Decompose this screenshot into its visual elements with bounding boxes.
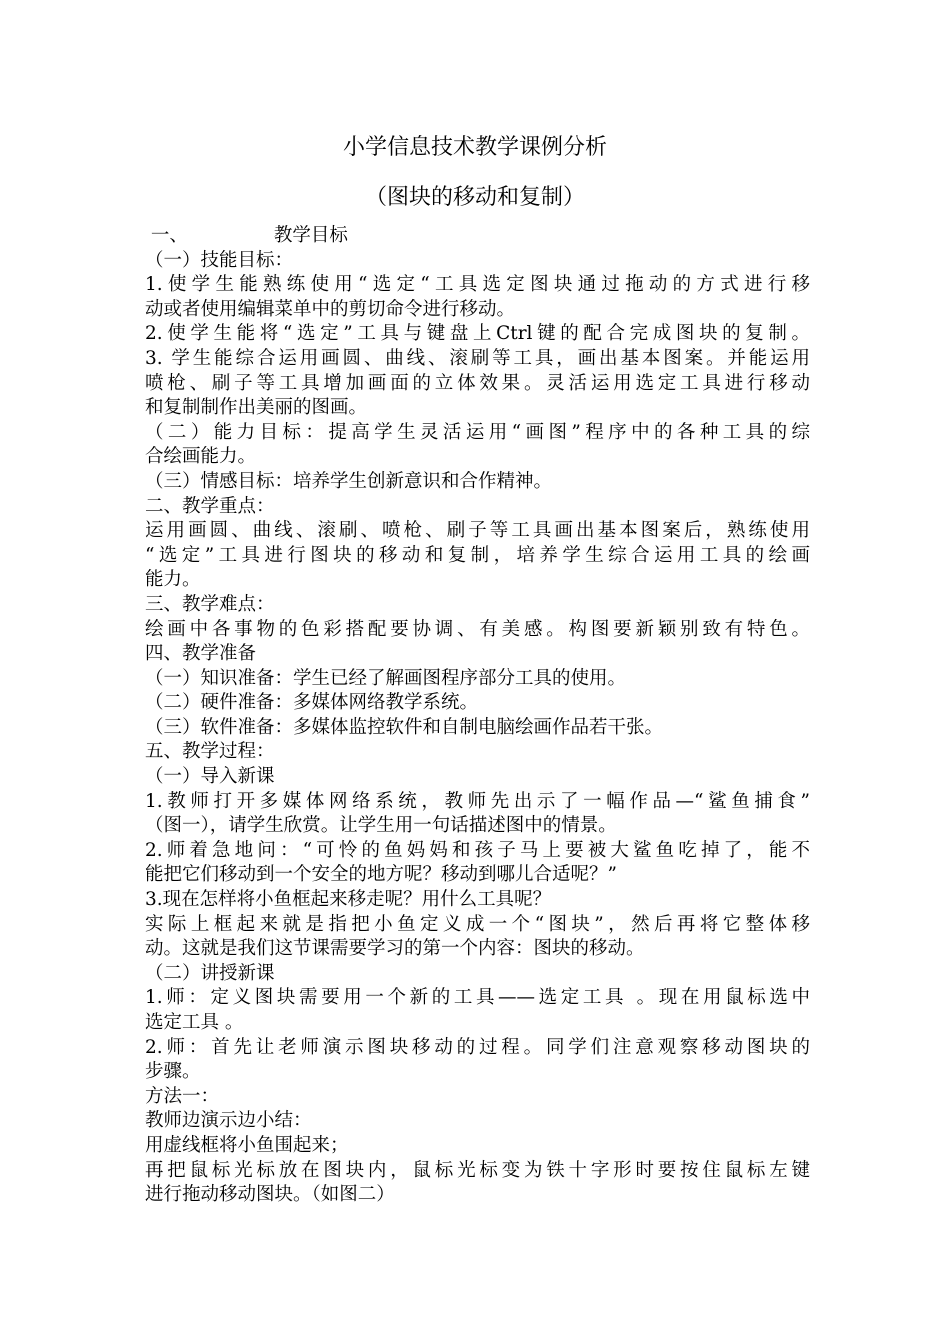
section-heading xyxy=(145,224,810,249)
paragraph-line: 2.师着急地问：“可怜的鱼妈妈和孩子马上要被大鲨鱼吃掉了，能不 xyxy=(145,839,810,861)
paragraph-line: 合绘画能力。 xyxy=(145,446,257,468)
section-title: 教学目标 xyxy=(273,225,348,246)
paragraph-line: 用虚线框将小鱼围起来； xyxy=(145,1134,349,1156)
document-body xyxy=(145,224,810,1208)
paragraph-line: （三）软件准备：多媒体监控软件和自制电脑绘画作品若干张。 xyxy=(145,716,664,738)
paragraph-line: 绘画中各事物的色彩搭配要协调、有美感。构图要新颖别致有特色。 xyxy=(145,618,810,640)
paragraph-line: （二）能力目标：提高学生灵活运用“画图”程序中的各种工具的综 xyxy=(145,421,810,443)
paragraph-line: 和复制制作出美丽的图画。 xyxy=(145,397,368,419)
paragraph-line: （一）知识准备：学生已经了解画图程序部分工具的使用。 xyxy=(145,667,627,689)
paragraph-line: 运用画圆、曲线、滚刷、喷枪、刷子等工具画出基本图案后，熟练使用 xyxy=(145,520,810,542)
paragraph-line: 进行拖动移动图块。（如图二） xyxy=(145,1184,395,1206)
paragraph-line: 2.使学生能将“选定”工具与键盘上Ctrl键的配合完成图块的复制。 xyxy=(145,323,810,345)
paragraph-line: （图一），请学生欣赏。让学生用一句话描述图中的情景。 xyxy=(145,815,617,837)
paragraph-line: 1.使学生能熟练使用“选定“工具选定图块通过拖动的方式进行移 xyxy=(145,274,810,296)
paragraph-line: 3.现在怎样将小鱼框起来移走呢？用什么工具呢？ xyxy=(145,889,552,911)
paragraph-line: 教师边演示边小结： xyxy=(145,1110,312,1132)
paragraph-line: 3. 学生能综合运用画圆、曲线、滚刷等工具，画出基本图案。并能运用 xyxy=(145,347,810,369)
paragraph-line: （二）硬件准备：多媒体网络教学系统。 xyxy=(145,692,479,714)
paragraph-line: 2.师：首先让老师演示图块移动的过程。同学们注意观察移动图块的 xyxy=(145,1036,810,1058)
document-subtitle: （图块的移动和复制） xyxy=(364,185,585,210)
paragraph-line: 实际上框起来就是指把小鱼定义成一个“图块”，然后再将它整体移 xyxy=(145,913,810,935)
paragraph-line: 再把鼠标光标放在图块内，鼠标光标变为铁十字形时要按住鼠标左键 xyxy=(145,1159,810,1181)
paragraph-line: 能把它们移动到一个安全的地方呢？移动到哪儿合适呢？” xyxy=(145,864,617,886)
paragraph-line: 能力。 xyxy=(145,569,201,591)
paragraph-line: （二）讲授新课 xyxy=(145,962,275,984)
document-title: 小学信息技术教学课例分析 xyxy=(342,135,607,160)
paragraph-line: 选定工具 。 xyxy=(145,1012,244,1033)
section-number: 一、 xyxy=(150,225,188,246)
paragraph-line: 二、教学重点： xyxy=(145,495,275,517)
paragraph-line: 方法一： xyxy=(145,1085,220,1107)
paragraph-line: 五、教学过程： xyxy=(145,741,275,763)
paragraph-line: 1.教师打开多媒体网络系统，教师先出示了一幅作品—“鲨鱼捕食” xyxy=(145,790,810,812)
paragraph-line: 动或者使用编辑菜单中的剪切命令进行移动。 xyxy=(145,298,516,320)
paragraph-line: （三）情感目标：培养学生创新意识和合作精神。 xyxy=(145,470,553,492)
paragraph-line: 1.师：定义图块需要用一个新的工具——选定工具 。现在用鼠标选中 xyxy=(145,987,810,1009)
paragraph-line: 四、教学准备 xyxy=(145,643,257,665)
paragraph-line: （一）技能目标： xyxy=(145,249,294,271)
paragraph-line: 步骤。 xyxy=(145,1061,201,1083)
paragraph-line: 三、教学难点： xyxy=(145,593,275,615)
paragraph-line: “选定”工具进行图块的移动和复制，培养学生综合运用工具的绘画 xyxy=(145,544,810,566)
paragraph-line: 喷枪、刷子等工具增加画面的立体效果。灵活运用选定工具进行移动 xyxy=(145,372,810,394)
paragraph-line: 动。这就是我们这节课需要学习的第一个内容：图块的移动。 xyxy=(145,938,645,960)
paragraph-line: （一）导入新课 xyxy=(145,766,275,788)
